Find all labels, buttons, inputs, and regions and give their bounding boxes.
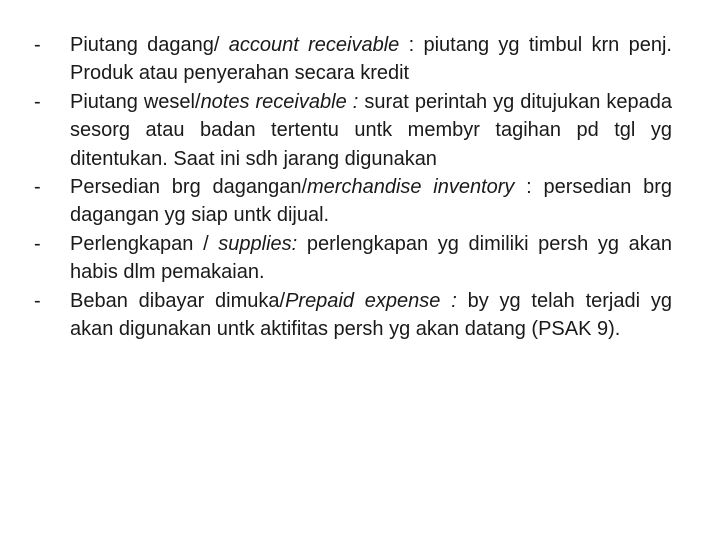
bullet-dash: - <box>34 232 41 255</box>
description-text: surat perintah yg ditujukan kepada sesorg atau badan tertentu untk membyr tagihan pd tgl yg ditentukan. Saat ini sdh jarang digunakan <box>70 90 672 170</box>
term-text: Piutang wesel/ <box>70 90 201 113</box>
description-text: by yg telah terjadi yg akan digunakan untk aktifitas persh yg akan datang (PSAK 9). <box>70 289 672 341</box>
list-item-beban-dibayar-dimuka <box>34 287 672 344</box>
term-italic-text: Prepaid expense : <box>285 289 457 312</box>
term-text: Perlengkapan / <box>70 232 219 255</box>
term-italic-text: notes receivable : <box>200 90 359 113</box>
list-item-perlengkapan <box>34 230 672 287</box>
term-text: Beban dibayar dimuka/ <box>70 289 286 312</box>
term-italic-text: account receivable <box>228 34 400 56</box>
bullet-list <box>34 31 672 343</box>
term-italic-text: supplies: <box>218 232 298 255</box>
description-text: : piutang yg timbul krn penj. Produk atau penyerahan secara kredit <box>70 34 672 85</box>
bullet-dash: - <box>34 34 41 56</box>
list-item-persedian <box>34 173 672 230</box>
description-text: : persedian brg dagangan yg siap untk dijual. <box>70 176 672 227</box>
bullet-dash: - <box>34 289 41 312</box>
list-item-piutang-dagang <box>34 31 672 88</box>
bullet-dash: - <box>34 176 41 199</box>
term-text: Persedian brg dagangan/ <box>70 176 308 199</box>
bullet-dash: - <box>34 90 41 113</box>
term-text: Piutang dagang/ <box>70 34 229 56</box>
term-italic-text: merchandise inventory <box>307 176 515 199</box>
description-text: perlengkapan yg dimiliki persh yg akan habis dlm pemakaian. <box>70 232 672 284</box>
list-item-piutang-wesel <box>34 88 672 173</box>
